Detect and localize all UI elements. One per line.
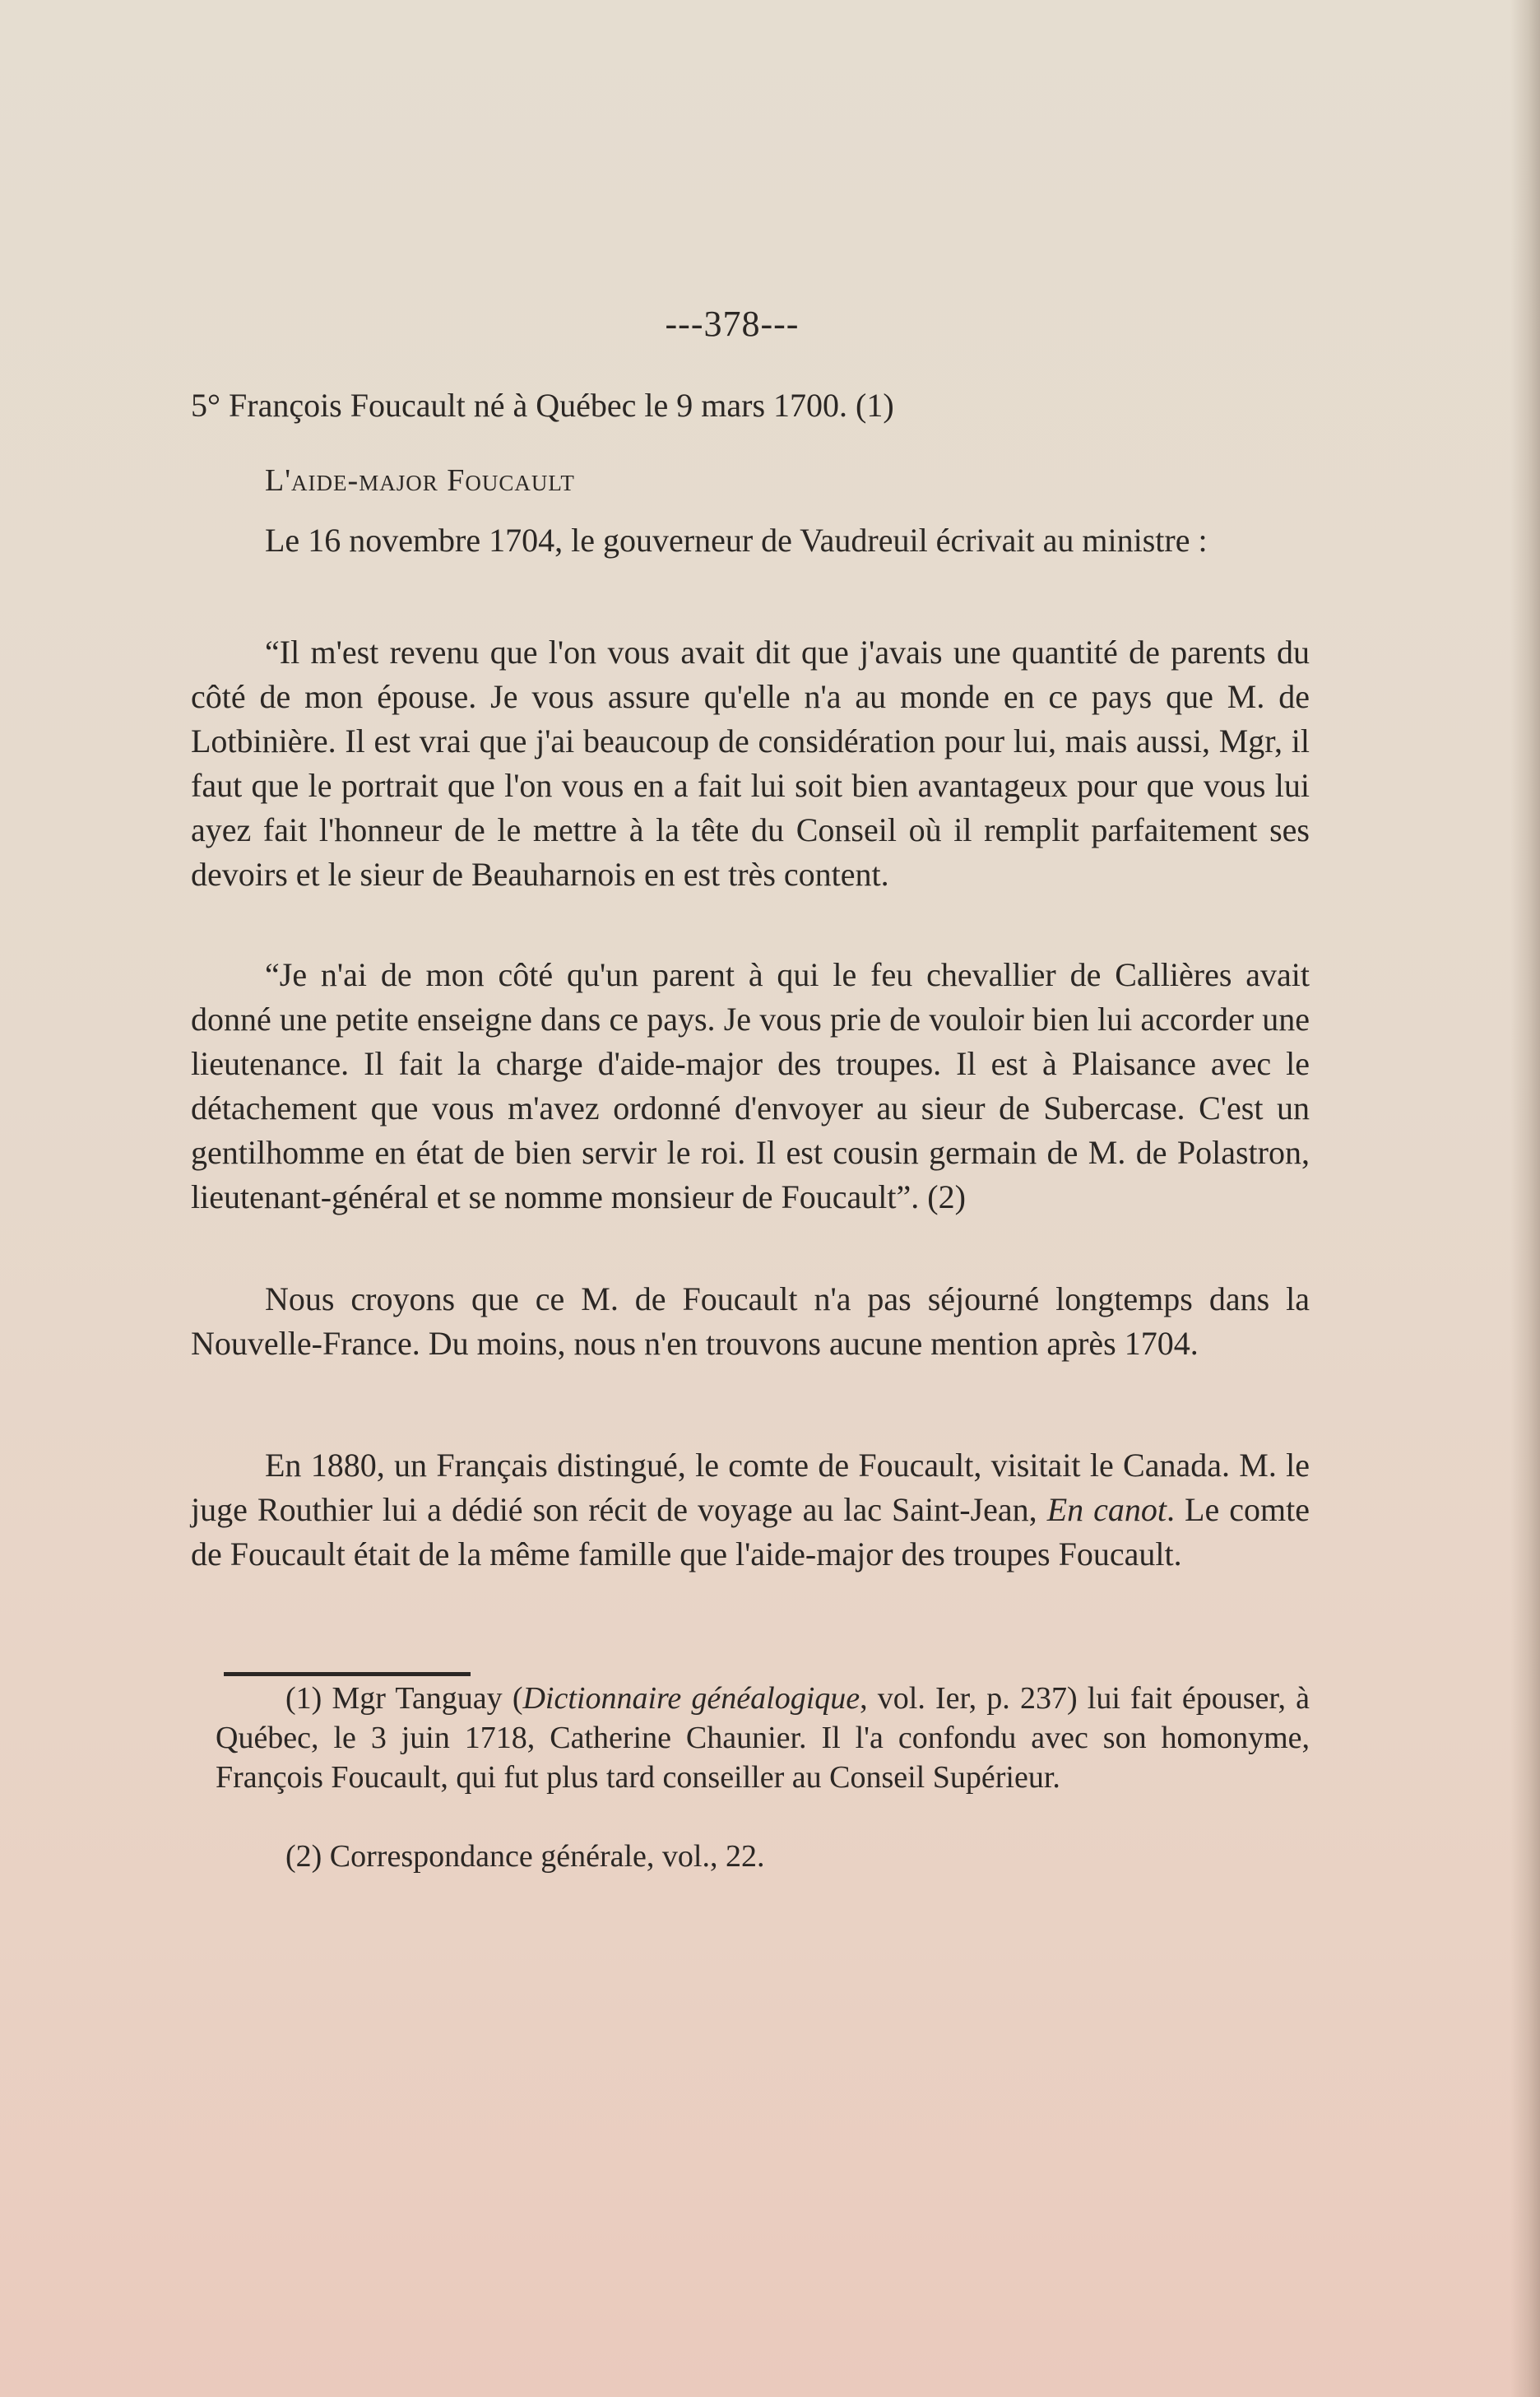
footnote-1-text-a: (1) Mgr Tanguay ( bbox=[285, 1681, 523, 1716]
paragraph-comte-text-a: En 1880, un Français distingué, le comte de Foucault, visitait le Canada. M. le juge Routhier lui a dédié son récit de voyage au lac Saint-Jean, bbox=[191, 1447, 1310, 1528]
footnote-1-title: Dictionnaire généalogique bbox=[522, 1681, 860, 1716]
paragraph-sojourn: Nous croyons que ce M. de Foucault n'a pas séjourné longtemps dans la Nouvelle-France. Du moins, nous n'en trouvons aucune mention après 1704. bbox=[191, 1280, 1310, 1362]
paragraph-quote-1: “Il m'est revenu que l'on vous avait dit que j'avais une quantité de parents du côté de mon épouse. Je vous assure qu'elle n'a au monde en ce pays que M. de Lotbinière. Il est vrai que j'ai beaucoup de considération pour lui, mais aussi, Mgr, il faut que le portrait que l'on vous en a fait lui soit bien avantageux pour que vous lui ayez fait l'honneur de le mettre à la tête du Conseil où il remplit parfaitement ses devoirs et le sieur de Beauharnois en est très content. bbox=[191, 634, 1310, 893]
page-number: ---378--- bbox=[665, 304, 800, 344]
paragraph-comte-text-b: . Le comte de Foucault était de la même famille que l'aide-major des troupes Foucault. bbox=[191, 1491, 1310, 1572]
paragraph-intro: Le 16 novembre 1704, le gouverneur de Vaudreuil écrivait au ministre : bbox=[265, 522, 1208, 559]
section-heading: L'aide-major Foucault bbox=[265, 463, 575, 498]
footnote-1-text-b: , vol. Ier, p. 237) lui fait épouser, à Québec, le 3 juin 1718, Catherine Chaunier. Il l'a confondu avec son homonyme, François Foucault, qui fut plus tard conseiller au Conseil Supérieur. bbox=[216, 1681, 1310, 1795]
list-item-francois-foucault: 5° François Foucault né à Québec le 9 mars 1700. (1) bbox=[191, 387, 894, 424]
book-title-en-canot: En canot bbox=[1046, 1491, 1167, 1528]
paragraph-quote-2: “Je n'ai de mon côté qu'un parent à qui le feu chevallier de Callières avait donné une petite enseigne dans ce pays. Je vous prie de vouloir bien lui accorder une lieutenance. Il fait la charge d'aide-major des troupes. Il est à Plaisance avec le détachement que vous m'avez ordonné d'envoyer au sieur de Subercase. C'est un gentilhomme en état de bien servir le roi. Il est cousin germain de M. de Polastron, lieutenant-général et se nomme monsieur de Foucault”. (2) bbox=[191, 956, 1310, 1215]
footnote-1 bbox=[216, 1679, 1310, 1797]
footnote-2: (2) Correspondance générale, vol., 22. bbox=[285, 1839, 765, 1874]
paragraph-comte bbox=[191, 1443, 1310, 1577]
footnote-divider bbox=[224, 1672, 471, 1676]
page-edge-shadow bbox=[1510, 0, 1540, 2397]
